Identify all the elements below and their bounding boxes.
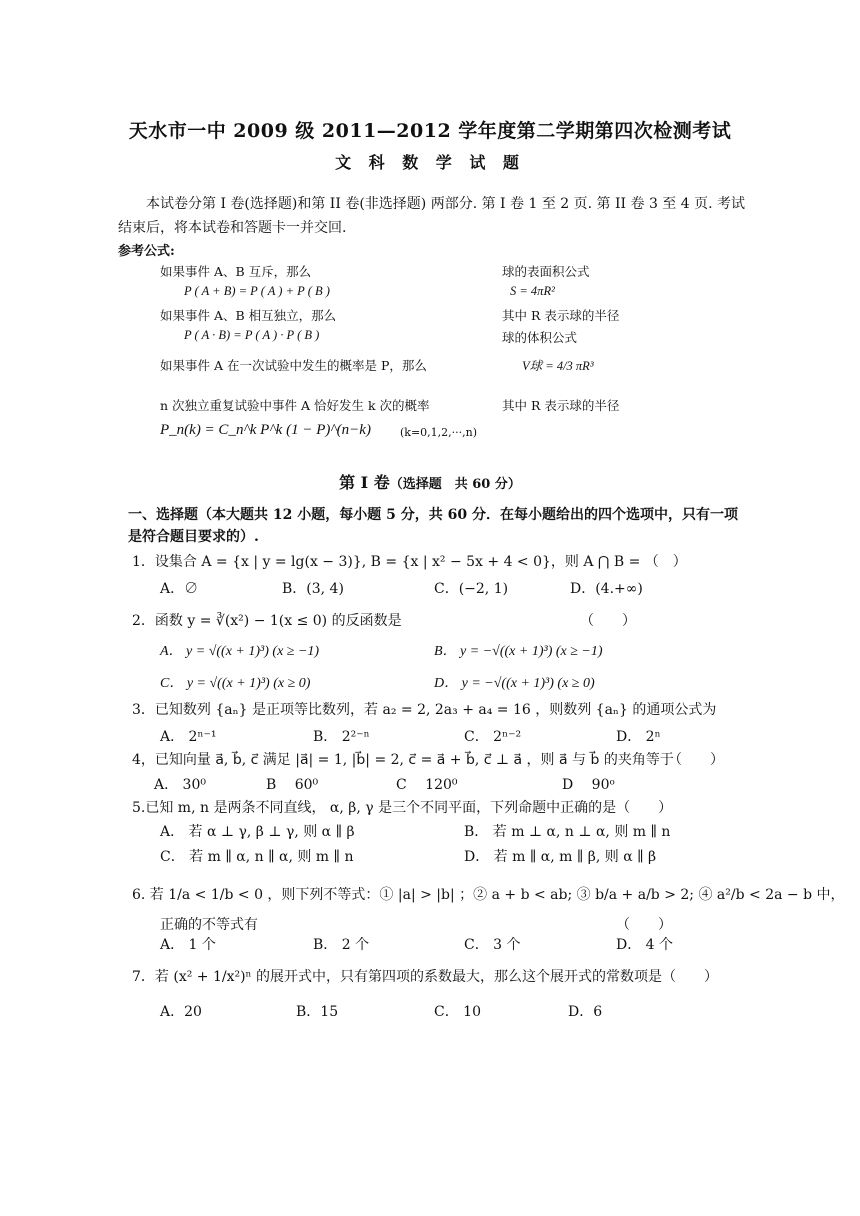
ref-addition-formula: P ( A + B) = P ( A ) + P ( B ) — [184, 284, 330, 298]
section-title-note: （选择题 共 60 分） — [389, 477, 521, 492]
ref-sphere-volume-title: 球的体积公式 — [502, 330, 578, 345]
ref-sphere-surface-title: 球的表面积公式 — [502, 264, 590, 279]
question-7-stem: 7．若 (x² + 1/x²)ⁿ 的展开式中，只有第四项的系数最大，那么这个展开式的常数项是（ ） — [132, 969, 719, 985]
question-1-option-b: B．(3, 4) — [282, 581, 344, 597]
question-5-option-c: C． 若 m ∥ α, n ∥ α, 则 m ∥ n — [160, 849, 354, 865]
question-2-option-b: B． y = −√((x + 1)³) (x ≥ −1) — [434, 644, 603, 659]
question-4-option-b: B 60⁰ — [266, 777, 319, 793]
question-1-option-d: D．(4.+∞) — [570, 581, 643, 597]
question-6-option-c: C． 3 个 — [464, 937, 521, 953]
question-2-option-a: A． y = √((x + 1)³) (x ≥ −1) — [160, 644, 320, 659]
section-instruction: 一、选择题（本大题共 12 小题，每小题 5 分，共 60 分．在每小题给出的四个选项中，只有一项是符合题目要求的）. — [128, 507, 738, 545]
question-4-option-a: A． 30⁰ — [154, 777, 206, 793]
question-2-blank: （ ） — [580, 613, 636, 629]
question-4-stem: 4，已知向量 a⃗, b⃗, c⃗ 满足 |a⃗| = 1, |b⃗| = 2, c⃗ = a⃗ + b⃗, c⃗ ⊥ a⃗ ，则 a⃗ 与 b⃗ 的夹角等于 — [132, 752, 674, 768]
question-7-option-a: A．20 — [160, 1004, 202, 1020]
ref-radius-note: 其中 R 表示球的半径 — [502, 308, 620, 323]
question-3-option-d: D． 2ⁿ — [616, 729, 661, 745]
exam-title: 天水市一中 2009 级 2011—2012 学年度第二学期第四次检测考试 — [128, 120, 732, 142]
ref-binomial-text: n 次独立重复试验中事件 A 恰好发生 k 次的概率 — [160, 398, 430, 413]
exam-subtitle: 文 科 数 学 试 题 — [335, 153, 525, 172]
ref-binomial-formula: P_n(k) = C_n^k P^k (1 − P)^(n−k) — [160, 422, 371, 438]
question-3-option-b: B． 2²⁻ⁿ — [313, 729, 370, 745]
ref-probability-p: 如果事件 A 在一次试验中发生的概率是 P，那么 — [160, 358, 427, 373]
ref-binomial-range: (k=0,1,2,···,n) — [400, 426, 478, 439]
section-title-main: 第 Ⅰ 卷 — [339, 473, 390, 492]
question-7-option-d: D．6 — [568, 1004, 603, 1020]
question-4-option-d: D 90ᵒ — [562, 777, 615, 793]
question-6-stem-2: 正确的不等式有 — [160, 917, 258, 933]
question-3-stem: 3．已知数列 {aₙ} 是正项等比数列，若 a₂ = 2, 2a₃ + a₄ = 16 ，则数列 {aₙ} 的通项公式为 — [132, 702, 717, 718]
ref-sphere-surface-formula: S = 4πR² — [510, 284, 555, 298]
question-6-stem: 6. 若 1/a < 1/b < 0 ，则下列不等式：① |a| > |b| ；② a + b < ab; ③ b/a + a/b > 2; ④ a²/b < 2a − b 中， — [132, 887, 845, 903]
question-7-option-c: C． 10 — [434, 1004, 481, 1020]
question-1-option-a: A．∅ — [160, 581, 199, 597]
ref-mutually-exclusive: 如果事件 A、B 互斥，那么 — [160, 264, 312, 279]
question-6-option-a: A． 1 个 — [160, 937, 216, 953]
question-6-blank: （ ） — [616, 917, 672, 933]
question-2-option-c: C． y = √((x + 1)³) (x ≥ 0) — [160, 676, 311, 691]
question-6-option-b: B． 2 个 — [313, 937, 370, 953]
question-3-option-c: C． 2ⁿ⁻² — [464, 729, 522, 745]
intro-paragraph: 本试卷分第 I 卷(选择题)和第 II 卷(非选择题) 两部分. 第 I 卷 1 至 2 页. 第 II 卷 3 至 4 页. 考试结束后，将本试卷和答题卡一并交回. — [118, 196, 746, 236]
question-5-option-d: D． 若 m ∥ α, m ∥ β, 则 α ∥ β — [464, 849, 657, 865]
question-2-stem: 2．函数 y = ∛(x²) − 1(x ≤ 0) 的反函数是 — [132, 613, 402, 629]
question-5-stem: 5.已知 m, n 是两条不同直线， α, β, γ 是三个不同平面，下列命题中正确的是（ ） — [132, 800, 673, 816]
question-2-option-d: D． y = −√((x + 1)³) (x ≥ 0) — [434, 676, 595, 691]
ref-independent: 如果事件 A、B 相互独立，那么 — [160, 308, 337, 323]
question-3-option-a: A． 2ⁿ⁻¹ — [160, 729, 217, 745]
ref-radius-note-2: 其中 R 表示球的半径 — [502, 398, 620, 413]
question-1-option-c: C．(−2, 1) — [434, 581, 509, 597]
ref-sphere-volume-formula: V球 = 4/3 πR³ — [522, 359, 594, 373]
question-4-option-c: C 120⁰ — [396, 777, 458, 793]
question-4-blank: （ ） — [668, 752, 724, 768]
question-7-option-b: B．15 — [296, 1004, 339, 1020]
ref-multiplication-formula: P ( A · B) = P ( A ) · P ( B ) — [184, 328, 320, 342]
reference-heading: 参考公式: — [118, 244, 175, 259]
question-5-option-a: A． 若 α ⊥ γ, β ⊥ γ, 则 α ∥ β — [160, 824, 355, 840]
section-title — [0, 470, 860, 493]
question-6-option-d: D． 4 个 — [616, 937, 674, 953]
question-5-option-b: B． 若 m ⊥ α, n ⊥ α, 则 m ∥ n — [464, 824, 671, 840]
question-1-stem: 1．设集合 A = {x | y = lg(x − 3)}, B = {x | x² − 5x + 4 < 0}，则 A ⋂ B = （ ） — [132, 554, 687, 570]
